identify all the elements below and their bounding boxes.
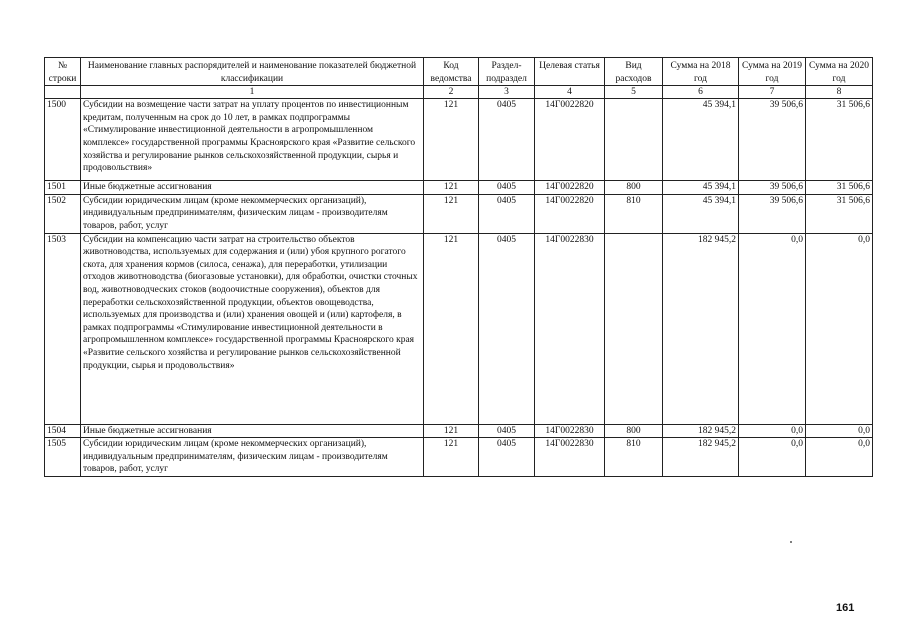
column-number: 4 — [535, 86, 605, 99]
row-target-article: 14Г0022830 — [535, 424, 605, 438]
row-target-article: 14Г0022820 — [535, 181, 605, 195]
row-sum-2018: 45 394,1 — [663, 99, 739, 181]
row-name: Иные бюджетные ассигнования — [81, 424, 424, 438]
header-row-number: № строки — [45, 58, 81, 86]
row-number: 1502 — [45, 194, 81, 233]
row-expense-type: 810 — [605, 194, 663, 233]
row-sum-2020: 0,0 — [806, 233, 873, 424]
row-dept-code: 121 — [424, 99, 479, 181]
table-row — [45, 233, 873, 424]
header-section: Раздел-подраздел — [479, 58, 535, 86]
row-sum-2020: 31 506,6 — [806, 181, 873, 195]
column-number-row — [45, 86, 873, 99]
row-sum-2018: 182 945,2 — [663, 233, 739, 424]
row-sum-2018: 182 945,2 — [663, 424, 739, 438]
header-sum-2019: Сумма на 2019 год — [739, 58, 806, 86]
column-number: 6 — [663, 86, 739, 99]
header-sum-2020: Сумма на 2020 год — [806, 58, 873, 86]
page-number: 161 — [836, 602, 855, 614]
row-expense-type — [605, 99, 663, 181]
header-sum-2018: Сумма на 2018 год — [663, 58, 739, 86]
row-sum-2019: 39 506,6 — [739, 99, 806, 181]
row-number: 1500 — [45, 99, 81, 181]
column-number: 3 — [479, 86, 535, 99]
header-target-article: Целевая статья — [535, 58, 605, 86]
row-sum-2020: 0,0 — [806, 438, 873, 477]
row-section: 0405 — [479, 99, 535, 181]
row-number: 1504 — [45, 424, 81, 438]
row-expense-type: 800 — [605, 424, 663, 438]
table-header — [45, 58, 873, 99]
row-dept-code: 121 — [424, 194, 479, 233]
row-number: 1501 — [45, 181, 81, 195]
row-section: 0405 — [479, 424, 535, 438]
row-section: 0405 — [479, 194, 535, 233]
row-sum-2019: 0,0 — [739, 438, 806, 477]
row-expense-type — [605, 233, 663, 424]
row-section: 0405 — [479, 233, 535, 424]
row-name: Иные бюджетные ассигнования — [81, 181, 424, 195]
row-section: 0405 — [479, 181, 535, 195]
header-expense-type: Вид расходов — [605, 58, 663, 86]
row-number: 1503 — [45, 233, 81, 424]
table-row — [45, 438, 873, 477]
row-section: 0405 — [479, 438, 535, 477]
row-sum-2019: 0,0 — [739, 233, 806, 424]
row-name: Субсидии на возмещение части затрат на уплату процентов по инвестиционным кредитам, полученным на срок до 10 лет, в рамках подпрограммы «Стимулирование инвестиционной деятельности в агропромышленном комплексе» государственной программы Красноярского края «Развитие сельского хозяйства и регулирование рынков сельскохозяйственной продукции, сырья и продовольствия» — [81, 99, 424, 181]
row-sum-2019: 39 506,6 — [739, 194, 806, 233]
row-expense-type: 810 — [605, 438, 663, 477]
column-number: 8 — [806, 86, 873, 99]
row-sum-2018: 45 394,1 — [663, 181, 739, 195]
column-number-blank — [45, 86, 81, 99]
table-row — [45, 181, 873, 195]
table-row — [45, 194, 873, 233]
table-row — [45, 99, 873, 181]
row-expense-type: 800 — [605, 181, 663, 195]
column-number: 2 — [424, 86, 479, 99]
row-sum-2020: 31 506,6 — [806, 99, 873, 181]
row-number: 1505 — [45, 438, 81, 477]
row-sum-2018: 182 945,2 — [663, 438, 739, 477]
column-number: 5 — [605, 86, 663, 99]
row-sum-2020: 31 506,6 — [806, 194, 873, 233]
budget-table — [44, 57, 873, 477]
row-sum-2019: 0,0 — [739, 424, 806, 438]
row-name: Субсидии на компенсацию части затрат на строительство объектов животноводства, используемых для содержания и (или) убоя крупного рогатого скота, для хранения кормов (силоса, сенажа), для переработки, утилизации отходов животноводства (биогазовые установки), для обработки, очистки сточных вод, животноводческих стоков (водоочистные сооружения), объектов для переработки сельскохозяйственной продукции, объектов овощеводства, используемых для производства и (или) хранения овощей и (или) картофеля, в рамках подпрограммы «Стимулирование инвестиционной деятельности в агропромышленном комплексе» государственной программы Красноярского края «Развитие сельского хозяйства и регулирование рынков сельскохозяйственной продукции, сырья и продовольствия» — [81, 233, 424, 424]
column-number: 1 — [81, 86, 424, 99]
row-dept-code: 121 — [424, 438, 479, 477]
table-row — [45, 424, 873, 438]
header-dept-code: Код ведомства — [424, 58, 479, 86]
row-target-article: 14Г0022830 — [535, 438, 605, 477]
row-sum-2018: 45 394,1 — [663, 194, 739, 233]
header-name: Наименование главных распорядителей и наименование показателей бюджетной классификации — [81, 58, 424, 86]
column-number: 7 — [739, 86, 806, 99]
row-target-article: 14Г0022830 — [535, 233, 605, 424]
row-dept-code: 121 — [424, 233, 479, 424]
row-dept-code: 121 — [424, 424, 479, 438]
row-name: Субсидии юридическим лицам (кроме некоммерческих организаций), индивидуальным предпринимателям, физическим лицам - производителям товаров, работ, услуг — [81, 194, 424, 233]
row-name: Субсидии юридическим лицам (кроме некоммерческих организаций), индивидуальным предпринимателям, физическим лицам - производителям товаров, работ, услуг — [81, 438, 424, 477]
row-dept-code: 121 — [424, 181, 479, 195]
scan-speck — [790, 541, 792, 543]
row-target-article: 14Г0022820 — [535, 99, 605, 181]
row-sum-2019: 39 506,6 — [739, 181, 806, 195]
row-target-article: 14Г0022820 — [535, 194, 605, 233]
row-sum-2020: 0,0 — [806, 424, 873, 438]
